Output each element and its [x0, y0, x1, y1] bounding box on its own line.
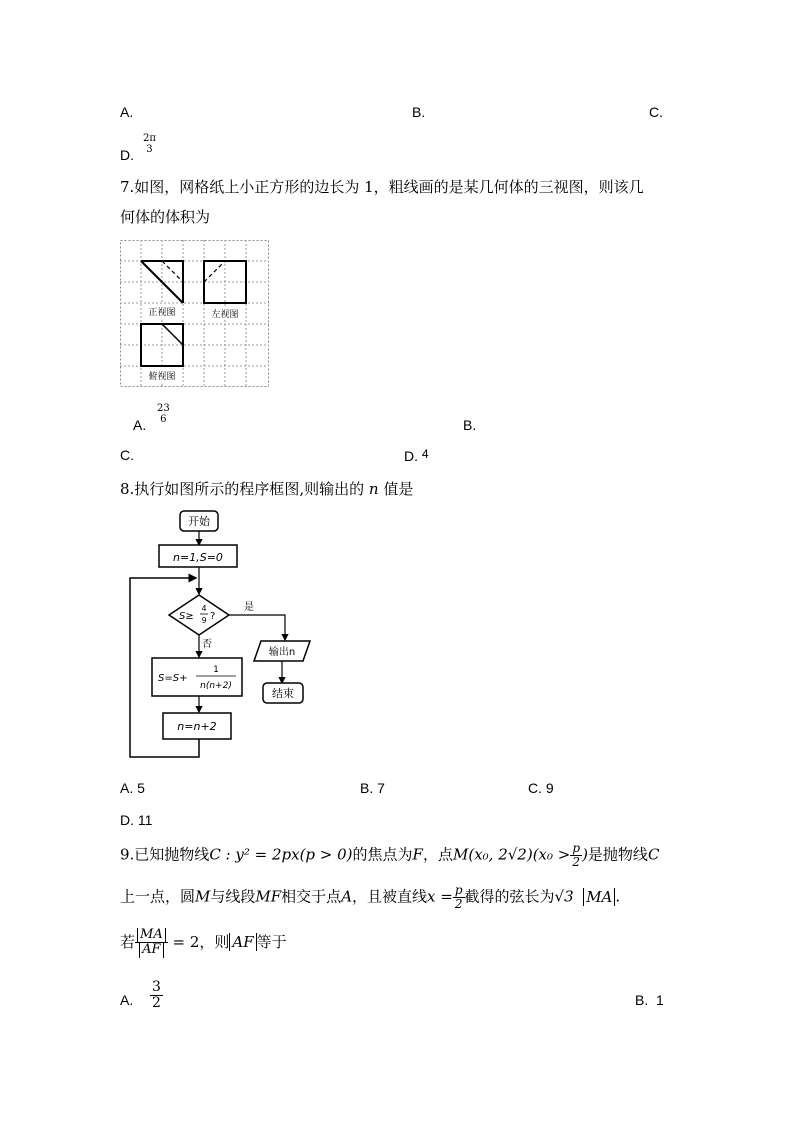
parabola-equation: C : y² = 2px(p > 0) [209, 845, 353, 864]
option-label: D. [120, 147, 134, 163]
parabola-symbol: C [647, 845, 660, 864]
q8-option-d [120, 812, 152, 828]
flow-update-left: S=S+ [158, 673, 188, 684]
q6-option-b [412, 104, 425, 120]
circle-symbol: M [195, 887, 211, 906]
option-value: 9 [545, 780, 554, 796]
option-label: C. [528, 780, 542, 796]
option-label: A. [120, 104, 134, 120]
fraction-numerator: p [572, 841, 581, 855]
left-view-label: 左视图 [211, 310, 239, 320]
sqrt-expression: √3 [554, 887, 574, 906]
option-label: A. [133, 417, 147, 433]
flow-init-text: n=1,S=0 [173, 551, 223, 564]
fraction-numerator: 2π [143, 133, 156, 144]
point-m: M(x₀, 2√2) [452, 845, 533, 864]
flow-update-den: n(n+2) [200, 681, 232, 691]
fraction-denominator: 3 [146, 144, 153, 155]
fraction-denominator: 2 [152, 995, 161, 1012]
option-value: 11 [137, 812, 153, 828]
q6-option-a [120, 104, 133, 120]
stem-text: 值是 [383, 480, 414, 498]
point-a-symbol: A [341, 887, 353, 906]
fraction-denominator: 2 [454, 897, 463, 912]
q9-option-a-fraction [150, 980, 163, 1012]
q9-option-a [120, 992, 133, 1008]
option-label: B. [463, 417, 477, 433]
condition-text: ) [582, 845, 588, 864]
q7-option-c [120, 447, 134, 463]
flow-end-text: 结束 [272, 687, 294, 700]
option-label: B. [412, 104, 426, 120]
option-label: D. [120, 812, 134, 828]
top-view-label: 俯视图 [148, 372, 176, 382]
option-label: A. [120, 780, 134, 796]
flow-condition-den: 9 [201, 616, 207, 625]
flow-condition-num: 4 [201, 604, 207, 613]
fraction-denominator: 2 [572, 855, 581, 870]
option-value: 7 [377, 780, 385, 796]
q8-option-c [528, 780, 554, 796]
stem-text: 等于 [256, 932, 287, 951]
stem-text: 上一点，圆 [120, 887, 196, 906]
stem-text: 8.执行如图所示的程序框图,则输出的 [120, 480, 365, 498]
option-value: 4 [421, 447, 429, 461]
flow-increment-text: n=n+2 [177, 720, 217, 733]
q8-option-b [360, 780, 385, 796]
option-label: B. [360, 780, 374, 796]
equation-value: = 2 [172, 932, 200, 951]
q6-option-c [649, 104, 663, 120]
q7-option-d [404, 447, 429, 464]
q7-stem-line1: 7.如图，网格纸上小正方形的边长为 1，粗线画的是某几何体的三视图，则该几 [120, 178, 644, 196]
flow-update-num: 1 [213, 665, 219, 675]
stem-text: 是抛物线 [587, 845, 648, 864]
stem-text: ，且被直线 [352, 887, 428, 906]
option-label: D. [404, 448, 418, 464]
option-label: A. [120, 992, 134, 1008]
stem-variable: n [368, 480, 379, 498]
q9-stem-line1 [120, 842, 659, 869]
flow-start-text: 开始 [188, 515, 210, 528]
line-equation: x = [427, 887, 453, 906]
abs-ma: MA [583, 888, 615, 906]
focus-symbol: F [412, 845, 423, 864]
q9-stem-line2 [120, 884, 620, 911]
option-label: C. [649, 104, 663, 120]
segment-symbol: MF [255, 887, 282, 906]
flow-condition-q: ? [210, 611, 216, 622]
stem-text: 相交于点 [281, 887, 342, 906]
flow-yes-label: 是 [244, 602, 254, 613]
option-value: 1 [656, 992, 664, 1008]
q9-stem-line3 [120, 928, 287, 958]
q7-option-b [463, 417, 476, 433]
q6-option-d [120, 147, 134, 163]
option-label: B. [635, 992, 649, 1008]
flow-condition-left: S≥ [179, 611, 194, 622]
program-flowchart [120, 505, 320, 765]
stem-text: 的焦点为 [352, 845, 413, 864]
q7-option-a-fraction [155, 403, 172, 425]
flow-output-text: 输出n [268, 647, 296, 658]
fraction-numerator: p [454, 883, 463, 897]
option-label: C. [120, 447, 134, 463]
q6-option-d-fraction [141, 133, 158, 155]
fraction-denominator: AF [139, 943, 163, 957]
q8-stem [120, 478, 413, 499]
q9-option-b [635, 992, 664, 1008]
fraction-numerator: MA [137, 928, 166, 942]
option-value: 5 [137, 780, 145, 796]
stem-text: 截得的弦长为 [464, 887, 555, 906]
fraction-numerator: 23 [157, 403, 170, 414]
stem-text: ，点 [422, 845, 453, 864]
stem-text: . [615, 887, 621, 906]
fraction-numerator: 3 [152, 979, 161, 995]
front-view-label: 正视图 [148, 308, 176, 318]
flow-condition-diamond [169, 595, 229, 635]
q7-option-a [133, 417, 146, 433]
abs-af: AF [229, 933, 256, 951]
stem-text: ，则 [199, 932, 230, 951]
q8-option-a [120, 780, 145, 796]
condition-text: (x₀ > [532, 845, 571, 864]
stem-text: 与线段 [210, 887, 256, 906]
q7-stem-line2: 何体的体积为 [120, 208, 211, 226]
fraction-denominator: 6 [160, 414, 167, 425]
flow-no-label: 否 [202, 639, 212, 650]
stem-text: 9.已知抛物线 [120, 845, 210, 864]
three-view-figure [120, 240, 270, 388]
stem-text: 若 [120, 932, 136, 951]
